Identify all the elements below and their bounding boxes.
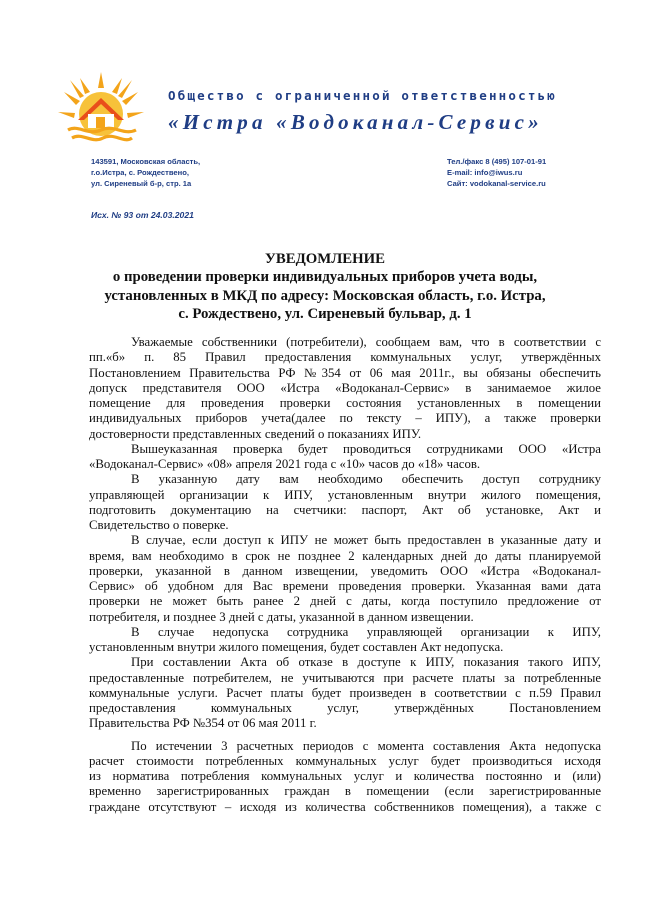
company-name: «Истра «Водоканал-Сервис» (168, 110, 543, 134)
text-line: предоставления коммунальных услуг, утверждённых Постановлением (89, 701, 601, 715)
text-line: Уважаемые собственники (потребители), сообщаем вам, что в соответствии с (131, 335, 601, 349)
text-line: помещение для проведения проверки состояния установленных в помещении (89, 396, 601, 410)
text-line: время, вам необходимо в срок не позднее 2 календарных дней до даты планируемой (89, 548, 601, 563)
subtitle-line: установленных в МКД по адресу: Московская область, г.о. Истра, (104, 287, 546, 304)
address-line: г.о.Истра, с. Рождествено, (91, 168, 189, 177)
company-logo-icon (58, 70, 144, 146)
paragraph (89, 739, 601, 815)
text-line: По истечении 3 расчетных периодов с момента составления Акта недопуска (131, 738, 601, 753)
text-line: проверки не может быть ранее 2 дней с даты, когда поступило предложение от (89, 594, 601, 609)
paragraph (89, 335, 601, 442)
outgoing-reference: Исх. № 93 от 24.03.2021 (91, 210, 194, 220)
text-line: Свидетельство о поверке. (89, 518, 229, 532)
paragraph (89, 472, 601, 533)
text-line: индивидуальных приборов учета(далее по тексту – ИПУ), а также проверки (89, 411, 601, 426)
address-line: 143591, Московская область, (91, 157, 201, 166)
notice-body (89, 335, 601, 815)
subtitle-line: с. Рождествено, ул. Сиреневый бульвар, д. 1 (178, 306, 472, 322)
company-contacts (447, 156, 546, 189)
text-line: В указанную дату вам необходимо обеспечить доступ сотруднику (131, 472, 601, 487)
text-line: В случае, если доступ к ИПУ не может быть предоставлен в указанные дату и (131, 533, 601, 548)
text-line: Вышеуказанная проверка будет проводиться сотрудниками ООО «Истра (131, 441, 601, 456)
text-line: потребителя, и позднее 3 дней с даты, указанной в данном извещении. (89, 609, 474, 624)
address-line: ул. Сиреневый б-р, стр. 1а (91, 179, 192, 188)
text-line: проверки, указанной в данном извещении, уведомить ООО «Истра «Водоканал- (89, 563, 601, 578)
text-line: достоверности представленных сведений о показаниях ИПУ. (89, 426, 422, 441)
notice-title: УВЕДОМЛЕНИЕ (264, 251, 386, 267)
text-line: допуск представителя ООО «Истра «Водоканал-Сервис» в занимаемое жилое (89, 380, 601, 395)
paragraph (89, 625, 601, 656)
paragraph (89, 533, 601, 625)
text-line: При составлении Акта об отказе в доступе к ИПУ, показания такого ИПУ, (131, 655, 601, 670)
text-line: подготовить документацию на счетчики: паспорт, Акт об установке, Акт и (89, 502, 601, 517)
text-line: из норматива потребления коммунальных услуг и количества постоянно и (или) (89, 769, 601, 783)
text-line: установленным внутри жилого помещения, будет составлен Акт недопуска. (89, 640, 504, 654)
paragraph (89, 442, 601, 473)
paragraph (89, 655, 601, 731)
phone-fax: Тел./факс 8 (495) 107-01-91 (447, 157, 547, 166)
text-line: расчет стоимости потребленных коммунальных услуг будет производиться исходя (89, 753, 601, 768)
text-line: «Водоканал-Сервис» «08» апреля 2021 года с «10» часов до «18» часов. (89, 457, 481, 471)
notice-subtitle (60, 268, 590, 324)
text-line: Правительства РФ №354 от 06 мая 2011 г. (89, 716, 317, 731)
website: Сайт: vodokanal-service.ru (447, 179, 546, 188)
text-line: управляющей организации к ИПУ, установленным внутри жилого помещения, (89, 487, 601, 502)
subtitle-line: о проведении проверки индивидуальных приборов учета воды, (112, 269, 538, 285)
text-line: Сервис» об удобном для Вас времени проведения проверки. Указанная вами дата (89, 579, 601, 593)
text-line: предоставленные потребителем, не учитываются при расчете платы за потребленные (89, 670, 601, 685)
text-line: коммунальные услуги. Расчет платы будет произведен в соответствии с п.59 Правил (89, 685, 601, 700)
text-line: пп.«б» п. 85 Правил предоставления коммунальных услуг, утверждённых (89, 350, 601, 365)
email: E-mail: info@iwus.ru (447, 168, 523, 177)
text-line: граждане отсутствуют – исходя из количества собственников помещения), а также с (89, 799, 601, 814)
text-line: временно зарегистрированных граждан в помещении (если зарегистрированные (89, 784, 601, 799)
text-line: В случае недопуска сотрудника управляющей организации к ИПУ, (131, 624, 601, 639)
company-legal-form: Общество с ограниченной ответственностью (168, 88, 558, 103)
company-address (91, 156, 200, 189)
text-line: Постановлением Правительства РФ №354 от 06 мая 2011г., вы обязаны обеспечить (89, 365, 601, 380)
